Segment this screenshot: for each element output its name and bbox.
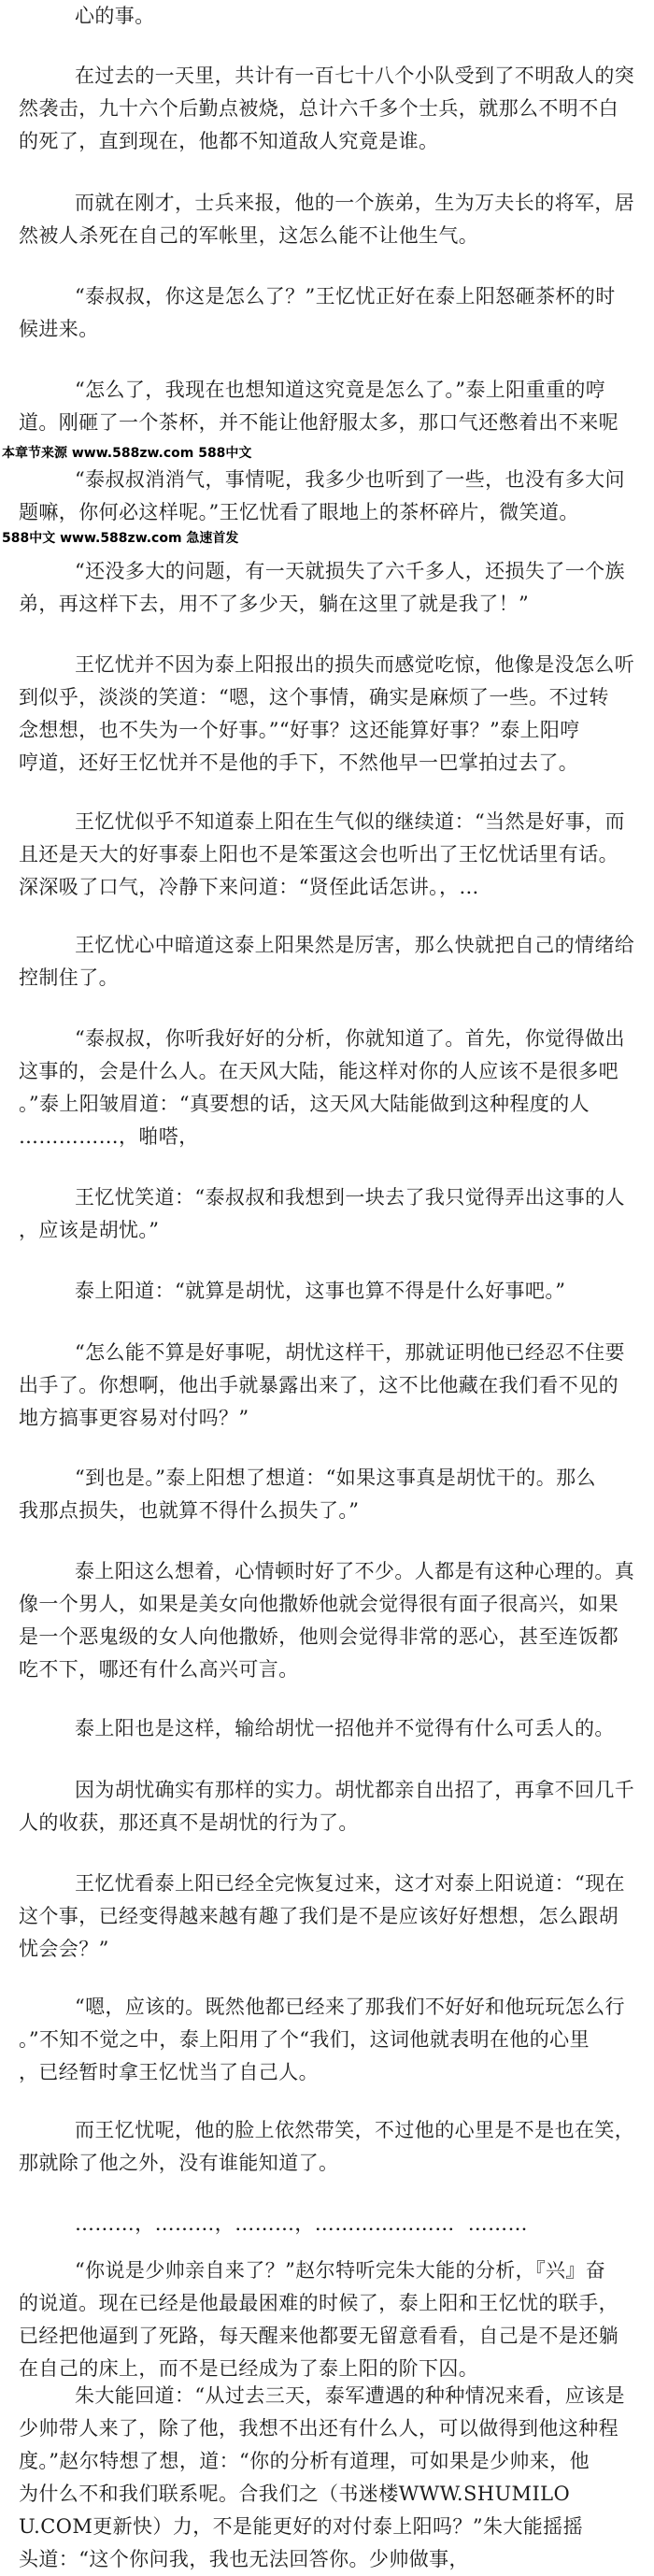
text-line: “你说是少帅亲自来了？”赵尔特听完朱大能的分析，『兴』奋 xyxy=(75,2259,606,2282)
text-line: 度。”赵尔特想了想，道：“你的分析有道理，可如果是少帅来，他 xyxy=(19,2450,590,2472)
text-line: 深深吸了口气，冷静下来问道：“贤侄此话怎讲。，… xyxy=(19,876,479,898)
text-line: 的说道。现在已经是他最最困难的时候了，泰上阳和王忆忧的联手， xyxy=(19,2292,618,2314)
paragraph-19 xyxy=(0,1991,654,2089)
text-line: U.COM更新快）力，不是能更好的对付泰上阳吗？”朱大能摇摇 xyxy=(19,2515,583,2538)
text-line: 王忆忧看泰上阳已经全完恢复过来，这才对泰上阳说道：“现在 xyxy=(75,1872,625,1895)
text-line: 在过去的一天里，共计有一百七十八个小队受到了不明敌人的突 xyxy=(75,64,635,87)
paragraph-18 xyxy=(0,1868,654,1966)
paragraph-10 xyxy=(0,1023,654,1153)
text-line: 王忆忧并不因为泰上阳报出的损失而感觉吃惊，他像是没怎么听 xyxy=(75,653,635,676)
text-line: 然被人杀死在自己的军帐里，这怎么能不让他生气。 xyxy=(19,224,479,247)
text-line: 泰上阳道：“就算是胡忧，这事也算不得是什么好事吧。” xyxy=(75,1280,566,1302)
source-note: 588中文 www.588zw.com 急速首发 xyxy=(2,531,239,546)
text-line: 这个事，已经变得越来越有趣了我们是不是应该好好想想，怎么跟胡 xyxy=(19,1905,618,1927)
paragraph-23 xyxy=(0,2380,654,2576)
text-line: 出手了。你想啊，他出手就暴露出来了，这不比他藏在我们看不见的 xyxy=(19,1374,618,1396)
text-line: 为什么不和我们联系呢。合我们之（书迷楼WWW.SHUMILO xyxy=(19,2483,571,2505)
paragraph-21 xyxy=(0,2208,654,2240)
text-line: 心的事。 xyxy=(75,5,155,27)
paragraph-7 xyxy=(0,649,654,780)
text-line: 题嘛，你何必这样呢。”王忆忧看了眼地上的茶杯碎片，微笑道。 xyxy=(19,501,579,523)
text-line: “泰叔叔，你听我好好的分析，你就知道了。首先，你觉得做出 xyxy=(75,1027,625,1050)
text-line: “嗯，应该的。既然他都已经来了那我们不好好和他玩玩怎么行 xyxy=(75,1996,625,2018)
paragraph-14 xyxy=(0,1462,654,1527)
paragraph-5 xyxy=(0,464,654,529)
text-line: 忧会会？” xyxy=(19,1938,109,1960)
text-line: 因为胡忧确实有那样的实力。胡忧都亲自出招了，再拿不回几千 xyxy=(75,1779,635,1801)
text-line: 弟，再这样下去，用不了多少天，躺在这里了就是我了！” xyxy=(19,593,530,615)
text-line: 。”泰上阳皱眉道：“真要想的话，这天风大陆能做到这种程度的人 xyxy=(19,1093,590,1115)
text-line: ，已经暂时拿王忆忧当了自己人。 xyxy=(19,2061,319,2083)
paragraph-9 xyxy=(0,929,654,995)
paragraph-4 xyxy=(0,374,654,439)
text-line: 王忆忧似乎不知道泰上阳在生气似的继续道：“当然是好事，而 xyxy=(75,810,625,833)
text-line: 的死了，直到现在，他都不知道敌人究竟是谁。 xyxy=(19,130,439,152)
text-line: 道。刚砸了一个茶杯，并不能让他舒服太多，那口气还憋着出不来呢 xyxy=(19,411,618,434)
paragraph-17 xyxy=(0,1774,654,1839)
paragraph-3 xyxy=(0,280,654,346)
text-line: 候进来。 xyxy=(19,318,99,340)
text-line: 到似乎，淡淡的笑道：“嗯，这个事情，确实是麻烦了一些。不过转 xyxy=(19,686,609,708)
text-line: 像一个男人，如果是美女向他撒娇他就会觉得很有面子很高兴，如果 xyxy=(19,1593,618,1615)
paragraph-2 xyxy=(0,187,654,252)
text-line: 。”不知不觉之中，泰上阳用了个“我们，这词他就表明在他的心里 xyxy=(19,2028,590,2051)
text-line: “到也是。”泰上阳想了想道：“如果这事真是胡忧干的。那么 xyxy=(75,1467,596,1489)
text-line: 地方搞事更容易对付吗？” xyxy=(19,1407,249,1429)
text-line: “怎么能不算是好事呢，胡忧这样干，那就证明他已经忍不住要 xyxy=(75,1341,625,1364)
paragraph-1 xyxy=(0,60,654,158)
text-line: 王忆忧心中暗道这泰上阳果然是厉害，那么快就把自己的情绪给 xyxy=(75,934,635,956)
text-line: 已经把他逼到了死路，每天醒来他都要无留意看看，自己是不是还躺 xyxy=(19,2325,618,2347)
text-line: 控制住了。 xyxy=(19,966,119,989)
paragraph-11 xyxy=(0,1181,654,1247)
text-line: 我那点损失，也就算不得什么损失了。” xyxy=(19,1499,360,1522)
text-line: “还没多大的问题，有一天就损失了六千多人，还损失了一个族 xyxy=(75,560,625,582)
text-line: 王忆忧笑道：“泰叔叔和我想到一块去了我只觉得弄出这事的人 xyxy=(75,1186,625,1209)
text-line: “怎么了，我现在也想知道这究竟是怎么了。”泰上阳重重的哼 xyxy=(75,379,606,401)
paragraph-8 xyxy=(0,806,654,904)
text-line: ……………，啪嗒， xyxy=(19,1125,199,1148)
text-line: “泰叔叔消消气，事情呢，我多少也听到了一些，也没有多大问 xyxy=(75,468,625,491)
text-line: ，应该是胡忧。” xyxy=(19,1219,160,1241)
paragraph-16 xyxy=(0,1712,654,1745)
text-line: 吃不下，哪还有什么高兴可言。 xyxy=(19,1658,299,1681)
paragraph-13 xyxy=(0,1337,654,1435)
text-line: 念想想，也不失为一个好事。”“好事？这还能算好事？”泰上阳哼 xyxy=(19,719,580,741)
text-line: 头道：“这个你问我，我也无法回答你。少帅做事， xyxy=(19,2548,469,2570)
text-line: 而王忆忧呢，他的脸上依然带笑，不过他的心里是不是也在笑， xyxy=(75,2119,635,2141)
text-line: 那就除了他之外，没有谁能知道了。 xyxy=(19,2152,339,2174)
text-line: 是一个恶鬼级的女人向他撒娇，他则会觉得非常的恶心，甚至连饭都 xyxy=(19,1625,618,1648)
text-line: 且还是天大的好事泰上阳也不是笨蛋这会也听出了王忆忧话里有话。 xyxy=(19,843,618,866)
paragraph-22 xyxy=(0,2254,654,2385)
text-line: 人的收获，那还真不是胡忧的行为了。 xyxy=(19,1811,359,1834)
text-line: 而就在刚才，士兵来报，他的一个族弟，生为万夫长的将军，居 xyxy=(75,192,635,214)
paragraph-0 xyxy=(0,0,654,33)
text-line: 少帅带人来了，除了他，我想不出还有什么人，可以做得到他这种程 xyxy=(19,2417,618,2440)
text-line: 哼道，还好王忆忧并不是他的手下，不然他早一巴掌拍过去了。 xyxy=(19,751,579,774)
text-line: 泰上阳这么想着，心情顿时好了不少。人都是有这种心理的。真 xyxy=(75,1560,635,1582)
text-line: 朱大能回道：“从过去三天，泰军遭遇的种种情况来看，应该是 xyxy=(75,2384,625,2407)
text-line: 然袭击，九十六个后勤点被烧，总计六千多个士兵，就那么不明不白 xyxy=(19,97,618,120)
paragraph-12 xyxy=(0,1275,654,1308)
section-separator: ………，………，………，………………… ……… xyxy=(75,2212,528,2235)
text-line: “泰叔叔，你这是怎么了？”王忆忧正好在泰上阳怒砸茶杯的时 xyxy=(75,285,616,308)
paragraph-15 xyxy=(0,1555,654,1686)
text-line: 泰上阳也是这样，输给胡忧一招他并不觉得有什么可丢人的。 xyxy=(75,1717,615,1739)
paragraph-20 xyxy=(0,2114,654,2180)
source-note: 本章节来源 www.588zw.com 588中文 xyxy=(2,446,252,461)
text-line: 这事的，会是什么人。在天风大陆，能这样对你的人应该不是很多吧 xyxy=(19,1060,618,1082)
text-line: 在自己的床上，而不是已经成为了泰上阳的阶下囚。 xyxy=(19,2357,479,2380)
paragraph-6 xyxy=(0,555,654,621)
